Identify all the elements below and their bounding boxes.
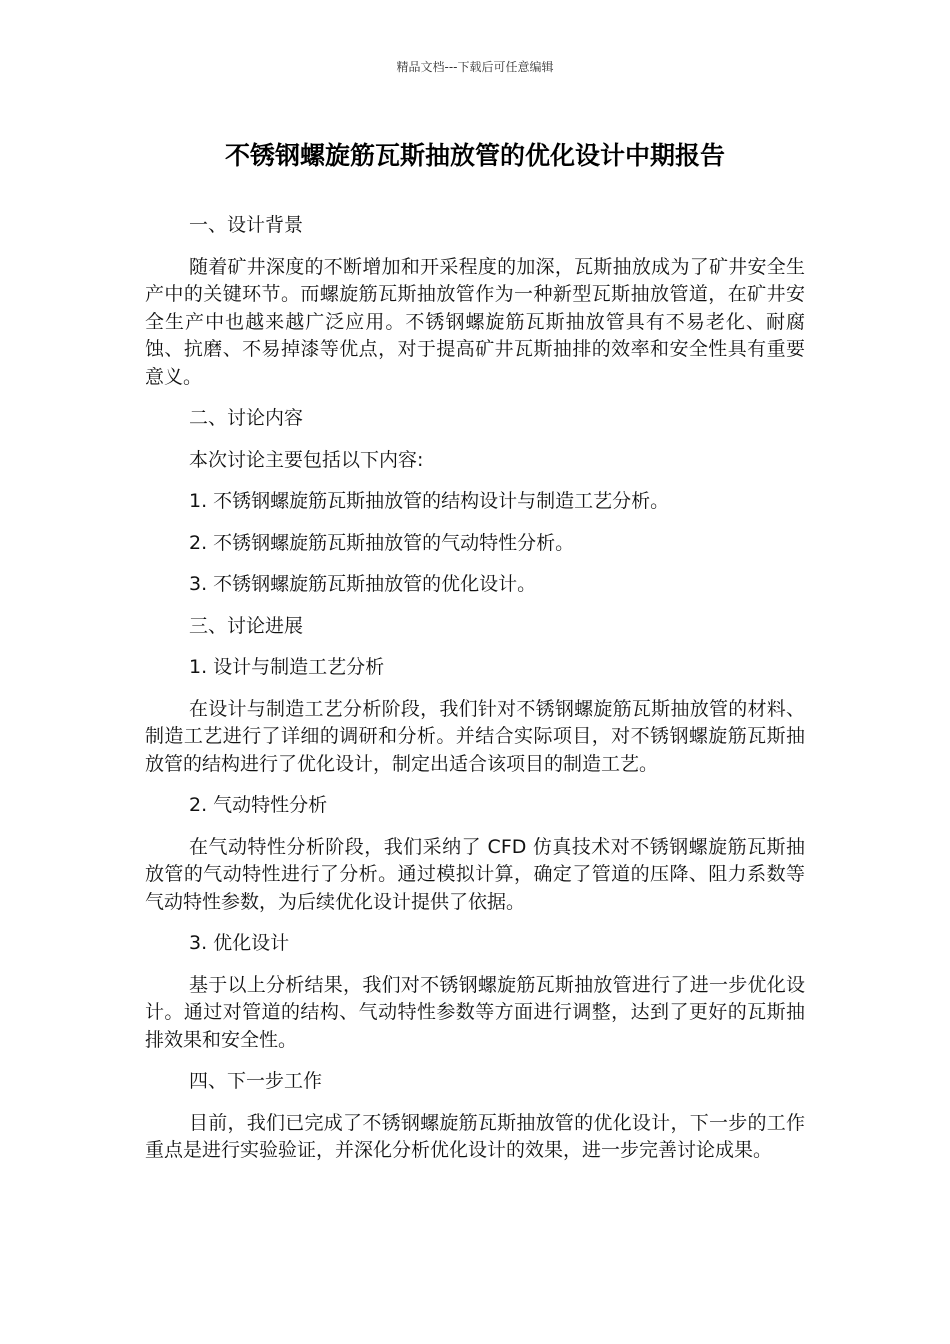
subheading-aerodynamic: 2. 气动特性分析 xyxy=(189,794,328,816)
list-item-content-2: 2. 不锈钢螺旋筋瓦斯抽放管的气动特性分析。 xyxy=(189,531,575,554)
paragraph-next-steps: 目前，我们已完成了不锈钢螺旋筋瓦斯抽放管的优化设计，下一步的工作重点是进行实验验证，并深化分析优化设计的效果，进一步完善讨论成果。 xyxy=(145,1111,805,1161)
paragraph-background: 随着矿井深度的不断增加和开采程度的加深，瓦斯抽放成为了矿井安全生产中的关键环节。而螺旋筋瓦斯抽放管作为一种新型瓦斯抽放管道，在矿井安全生产中也越来越广泛应用。不锈钢螺旋筋瓦斯抽放管具有不易老化、耐腐蚀、抗磨、不易掉漆等优点，对于提高矿井瓦斯抽排的效率和安全性具有重要意义。 xyxy=(145,255,805,388)
paragraph-design-process: 在设计与制造工艺分析阶段，我们针对不锈钢螺旋筋瓦斯抽放管的材料、制造工艺进行了详细的调研和分析。并结合实际项目，对不锈钢螺旋筋瓦斯抽放管的结构进行了优化设计，制定出适合该项目的制造工艺。 xyxy=(145,697,805,775)
subheading-optimization: 3. 优化设计 xyxy=(189,932,290,954)
header-note: 精品文档---下载后可任意编辑 xyxy=(396,60,554,74)
document-body xyxy=(145,212,805,1179)
document-title: 不锈钢螺旋筋瓦斯抽放管的优化设计中期报告 xyxy=(224,141,725,170)
subheading-design-process: 1. 设计与制造工艺分析 xyxy=(189,656,385,678)
paragraph-content-intro: 本次讨论主要包括以下内容: xyxy=(189,448,424,471)
paragraph-optimization: 基于以上分析结果，我们对不锈钢螺旋筋瓦斯抽放管进行了进一步优化设计。通过对管道的结构、气动特性参数等方面进行调整，达到了更好的瓦斯抽排效果和安全性。 xyxy=(145,973,805,1051)
list-item-content-3: 3. 不锈钢螺旋筋瓦斯抽放管的优化设计。 xyxy=(189,573,537,595)
section-heading-background: 一、设计背景 xyxy=(189,214,304,236)
section-heading-content: 二、讨论内容 xyxy=(189,407,304,429)
section-heading-progress: 三、讨论进展 xyxy=(189,614,304,637)
list-item-content-1: 1. 不锈钢螺旋筋瓦斯抽放管的结构设计与制造工艺分析。 xyxy=(189,490,670,512)
paragraph-aerodynamic: 在气动特性分析阶段，我们采纳了 CFD 仿真技术对不锈钢螺旋筋瓦斯抽放管的气动特性进行了分析。通过模拟计算，确定了管道的压降、阻力系数等气动特性参数，为后续优化设计提供了依据。 xyxy=(145,835,805,913)
section-heading-next-steps: 四、下一步工作 xyxy=(189,1070,323,1092)
